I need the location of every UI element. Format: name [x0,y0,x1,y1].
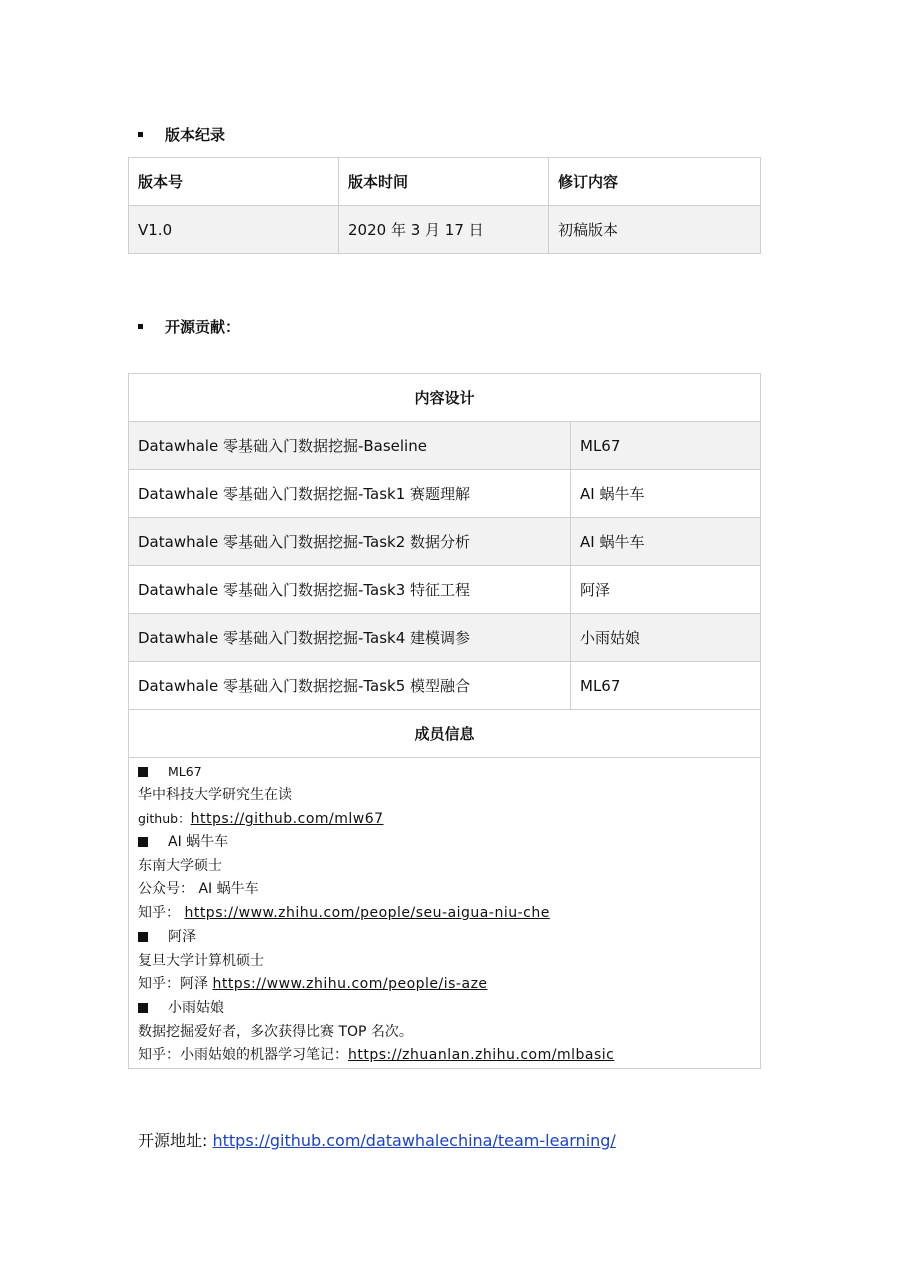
table-header-row [129,158,761,206]
task-cell: Datawhale 零基础入门数据挖掘-Task1 赛题理解 [129,470,571,518]
table-row [129,518,761,566]
member-desc: 东南大学硕士 [138,857,222,874]
square-bullet-icon [138,767,148,777]
version-cell: V1.0 [129,206,339,254]
author-cell: ML67 [571,422,761,470]
member-link-line [138,973,751,997]
author-cell: 小雨姑娘 [571,614,761,662]
link-label: 知乎： [138,905,180,922]
member-name-line [138,760,751,784]
member-name: 阿泽 [168,928,196,945]
zhihu-link[interactable]: https://www.zhihu.com/people/is-aze [212,976,488,993]
member-desc: 数据挖掘爱好者，多次获得比赛 TOP 名次。 [138,1023,413,1040]
content-header-row [129,374,761,422]
table-row [129,206,761,254]
member-name-line [138,926,751,950]
bullet-icon [138,324,143,329]
header-revision: 修订内容 [549,158,761,206]
member-wechat: 公众号： AI 蜗牛车 [138,881,259,898]
section-heading-contrib [138,316,240,337]
member-desc: 复旦大学计算机硕士 [138,952,264,969]
task-cell: Datawhale 零基础入门数据挖掘-Task2 数据分析 [129,518,571,566]
task-cell: Datawhale 零基础入门数据挖掘-Task5 模型融合 [129,662,571,710]
author-cell: 阿泽 [571,566,761,614]
header-version-number: 版本号 [129,158,339,206]
member-link-line [138,1044,751,1068]
header-version-time: 版本时间 [339,158,549,206]
members-header: 成员信息 [129,710,761,758]
footer-line [138,1128,616,1151]
github-link[interactable]: https://github.com/mlw67 [190,811,384,828]
task-cell: Datawhale 零基础入门数据挖掘-Task3 特征工程 [129,566,571,614]
square-bullet-icon [138,837,148,847]
contrib-table [128,373,761,1069]
square-bullet-icon [138,932,148,942]
member-desc: 华中科技大学研究生在读 [138,786,292,803]
zhuanlan-link[interactable]: https://zhuanlan.zhihu.com/mlbasic [348,1047,615,1064]
version-table [128,157,761,254]
members-header-row [129,710,761,758]
author-cell: AI 蜗牛车 [571,470,761,518]
task-cell: Datawhale 零基础入门数据挖掘-Baseline [129,422,571,470]
table-row [129,614,761,662]
link-label: 知乎：小雨姑娘的机器学习笔记： [138,1047,348,1064]
table-row [129,422,761,470]
task-cell: Datawhale 零基础入门数据挖掘-Task4 建模调参 [129,614,571,662]
member-name-line [138,997,751,1021]
table-row [129,566,761,614]
repo-link[interactable]: https://github.com/datawhalechina/team-learning/ [212,1131,616,1150]
revision-cell: 初稿版本 [549,206,761,254]
author-cell: AI 蜗牛车 [571,518,761,566]
bullet-icon [138,132,143,137]
version-heading-text: 版本纪录 [165,126,226,144]
zhihu-link[interactable]: https://www.zhihu.com/people/seu-aigua-niu-che [184,905,550,922]
footer-label: 开源地址: [138,1131,213,1150]
members-cell [129,758,761,1069]
member-name: AI 蜗牛车 [168,834,229,851]
members-row [129,758,761,1069]
section-heading-version [138,124,225,145]
square-bullet-icon [138,1003,148,1013]
table-row [129,662,761,710]
member-link-line [138,807,751,831]
contrib-heading-text: 开源贡献： [165,318,241,336]
member-name: ML67 [168,764,202,779]
link-label: github： [138,811,191,827]
member-link-line [138,902,751,926]
member-name-line [138,831,751,855]
time-cell: 2020 年 3 月 17 日 [339,206,549,254]
member-name: 小雨姑娘 [168,999,224,1016]
link-label: 知乎：阿泽 [138,976,208,993]
table-row [129,470,761,518]
author-cell: ML67 [571,662,761,710]
content-design-header: 内容设计 [129,374,761,422]
